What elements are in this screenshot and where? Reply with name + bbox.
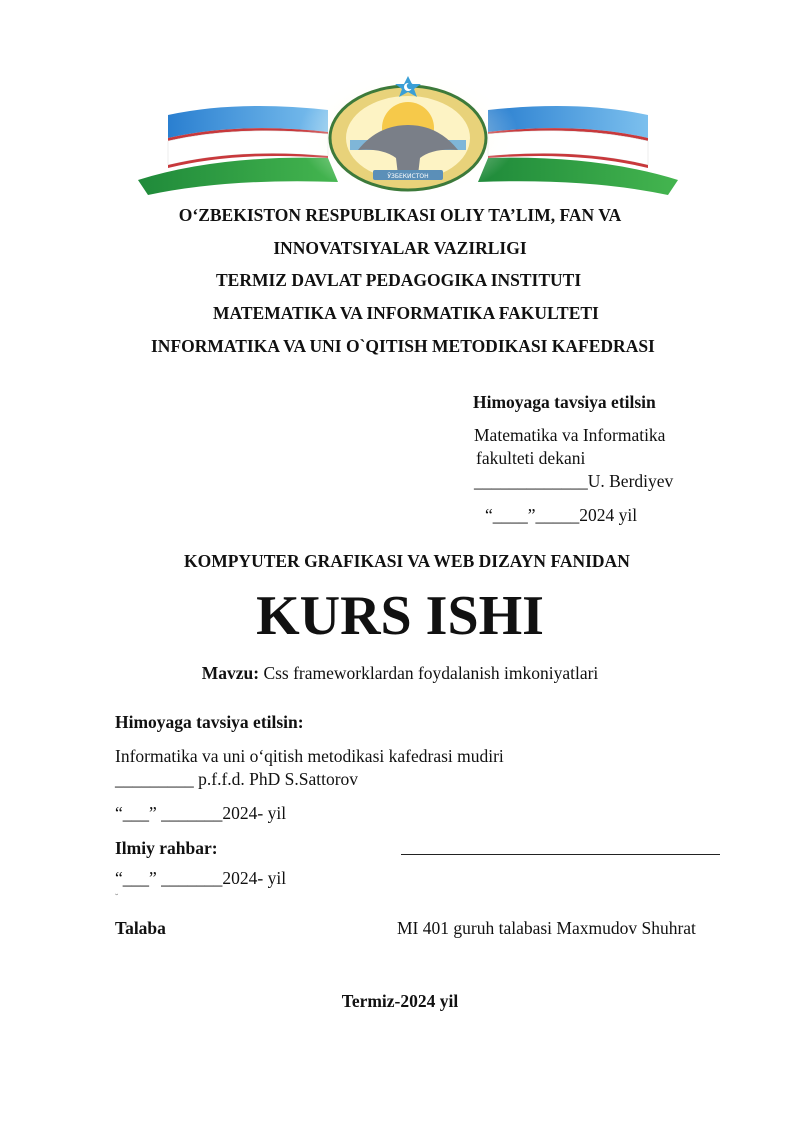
dean-date: “____”_____2024 yil — [485, 505, 638, 525]
stray-mark: ˘ — [115, 893, 119, 904]
subject-line: KOMPYUTER GRAFIKASI VA WEB DIZAYN FANIDAN — [184, 551, 630, 571]
head-of-department-title: Informatika va uni o‘qitish metodikasi kafedrasi mudiri — [115, 746, 504, 766]
dean-signature: _____________U. Berdiyev — [474, 471, 674, 491]
dean-title-line-2: fakulteti dekani — [476, 448, 586, 468]
head-of-department-signature: _________ p.f.f.d. PhD S.Sattorov — [115, 769, 359, 789]
ministry-line-1: O‘ZBEKISTON RESPUBLIKASI OLIY TA’LIM, FAN VA — [178, 205, 622, 225]
topic-line — [0, 663, 800, 684]
emblem-banner — [128, 70, 688, 195]
supervisor-date: “___” _______2024- yil — [115, 868, 287, 888]
dean-title-line-1: Matematika va Informatika — [474, 425, 666, 445]
head-of-department-date: “___” _______2024- yil — [115, 803, 287, 823]
supervisor-label: Ilmiy rahbar: — [115, 838, 218, 858]
topic-value: Css frameworklardan foydalanish imkoniyatlari — [263, 663, 599, 683]
approval-heading-left: Himoyaga tavsiya etilsin: — [115, 712, 304, 732]
student-label: Talaba — [115, 918, 166, 938]
faculty-name: MATEMATIKA VA INFORMATIKA FAKULTETI — [213, 303, 599, 323]
document-title: KURS ISHI — [256, 585, 544, 647]
institute-name: TERMIZ DAVLAT PEDAGOGIKA INSTITUTI — [216, 270, 582, 290]
place-and-year: Termiz-2024 yil — [341, 991, 459, 1011]
svg-text:ЎЗБЕКИСТОН: ЎЗБЕКИСТОН — [387, 173, 429, 180]
approval-heading-right: Himoyaga tavsiya etilsin — [473, 392, 656, 412]
uzbekistan-emblem-icon — [128, 70, 688, 195]
supervisor-signature-line — [401, 836, 720, 855]
topic-label: Mavzu: — [201, 663, 260, 683]
ministry-line-2: INNOVATSIYALAR VAZIRLIGI — [273, 238, 527, 258]
student-info: MI 401 guruh talabasi Maxmudov Shuhrat — [397, 918, 696, 938]
department-name: INFORMATIKA VA UNI O`QITISH METODIKASI KAFEDRASI — [151, 336, 655, 356]
